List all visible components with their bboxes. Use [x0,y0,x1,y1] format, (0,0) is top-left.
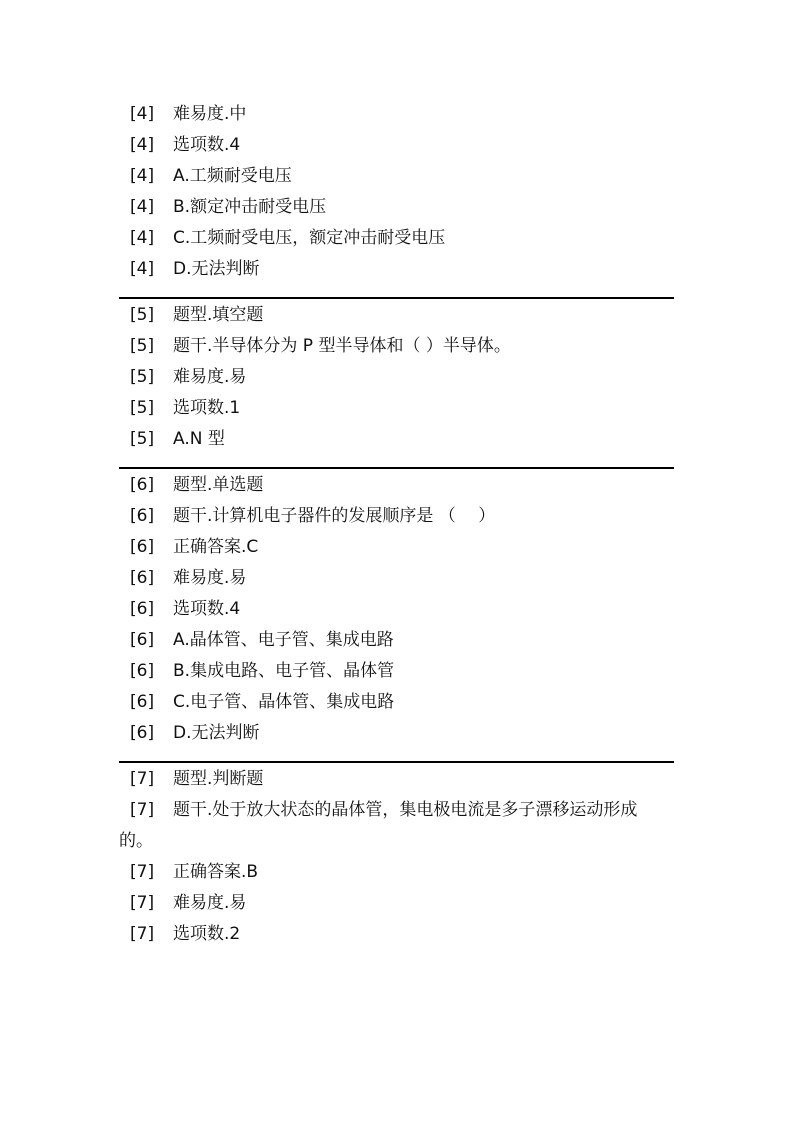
line-index: [6] [130,661,155,681]
line-text: A.工频耐受电压 [173,166,292,186]
question-block-6 [119,470,674,749]
question-line [119,888,674,919]
line-text: 正确答案.C [173,537,259,557]
line-index: [7] [130,862,155,882]
question-block-5 [119,300,674,455]
line-text: 选项数.4 [173,135,241,155]
question-line [119,192,674,223]
line-index: [4] [130,104,155,124]
line-index: [6] [130,599,155,619]
question-line [119,254,674,285]
line-index: [7] [130,800,155,820]
line-text: 题型.单选题 [173,475,264,495]
line-text: A.N 型 [173,429,225,449]
line-index: [6] [130,506,155,526]
question-line [119,764,674,795]
question-line [119,99,674,130]
spacer [119,285,674,297]
question-line [119,857,674,888]
line-index: [5] [130,305,155,325]
line-index: [4] [130,166,155,186]
line-index: [4] [130,259,155,279]
line-index: [6] [130,692,155,712]
line-index: [6] [130,723,155,743]
question-divider [119,297,674,299]
line-index: [5] [130,429,155,449]
line-index: [5] [130,398,155,418]
line-index: [7] [130,769,155,789]
question-line [119,563,674,594]
line-text: 难易度.中 [173,104,247,124]
line-text: 难易度.易 [173,893,247,913]
question-line [119,331,674,362]
question-line [119,532,674,563]
line-text: 正确答案.B [173,862,259,882]
line-text: 题干.半导体分为 P 型半导体和（ ）半导体。 [173,336,511,356]
question-line [119,625,674,656]
line-text: D.无法判断 [173,259,260,279]
line-text: 题干.计算机电子器件的发展顺序是 （ ） [173,506,496,526]
question-line [119,656,674,687]
line-index: [4] [130,197,155,217]
line-text: D.无法判断 [173,723,260,743]
line-index: [7] [130,893,155,913]
line-text: 选项数.2 [173,924,241,944]
line-text: 题型.判断题 [173,769,264,789]
line-text: B.额定冲击耐受电压 [173,197,327,217]
line-text: 选项数.4 [173,599,241,619]
line-index: [6] [130,537,155,557]
question-line [119,161,674,192]
question-line [119,362,674,393]
question-divider [119,467,674,469]
question-line [119,687,674,718]
question-content [119,99,674,950]
line-text: A.晶体管、电子管、集成电路 [173,630,394,650]
question-line [119,470,674,501]
question-line [119,393,674,424]
spacer [119,749,674,761]
line-text: 题干.处于放大状态的晶体管，集电极电流是多子漂移运动形成 [173,800,638,820]
question-divider [119,761,674,763]
line-index: [6] [130,475,155,495]
line-text: 选项数.1 [173,398,241,418]
line-index: [7] [130,924,155,944]
question-line [119,424,674,455]
line-index: [5] [130,336,155,356]
question-line [119,130,674,161]
line-index: [4] [130,228,155,248]
question-block-4 [119,99,674,285]
line-text: 难易度.易 [173,568,247,588]
line-index: [5] [130,367,155,387]
line-text: C.电子管、晶体管、集成电路 [173,692,395,712]
question-stem-wrapped [119,795,674,857]
line-index: [4] [130,135,155,155]
question-line [119,501,674,532]
line-text: C.工频耐受电压，额定冲击耐受电压 [173,228,446,248]
question-line [119,300,674,331]
question-stem-continuation: 的。 [119,831,153,851]
question-line [119,919,674,950]
line-text: B.集成电路、电子管、晶体管 [173,661,395,681]
line-index: [6] [130,630,155,650]
question-line [119,594,674,625]
question-line [119,718,674,749]
line-text: 题型.填空题 [173,305,264,325]
line-index: [6] [130,568,155,588]
question-line [119,223,674,254]
line-text: 难易度.易 [173,367,247,387]
question-block-7 [119,764,674,950]
question-stem-first-row [119,795,674,826]
spacer [119,455,674,467]
